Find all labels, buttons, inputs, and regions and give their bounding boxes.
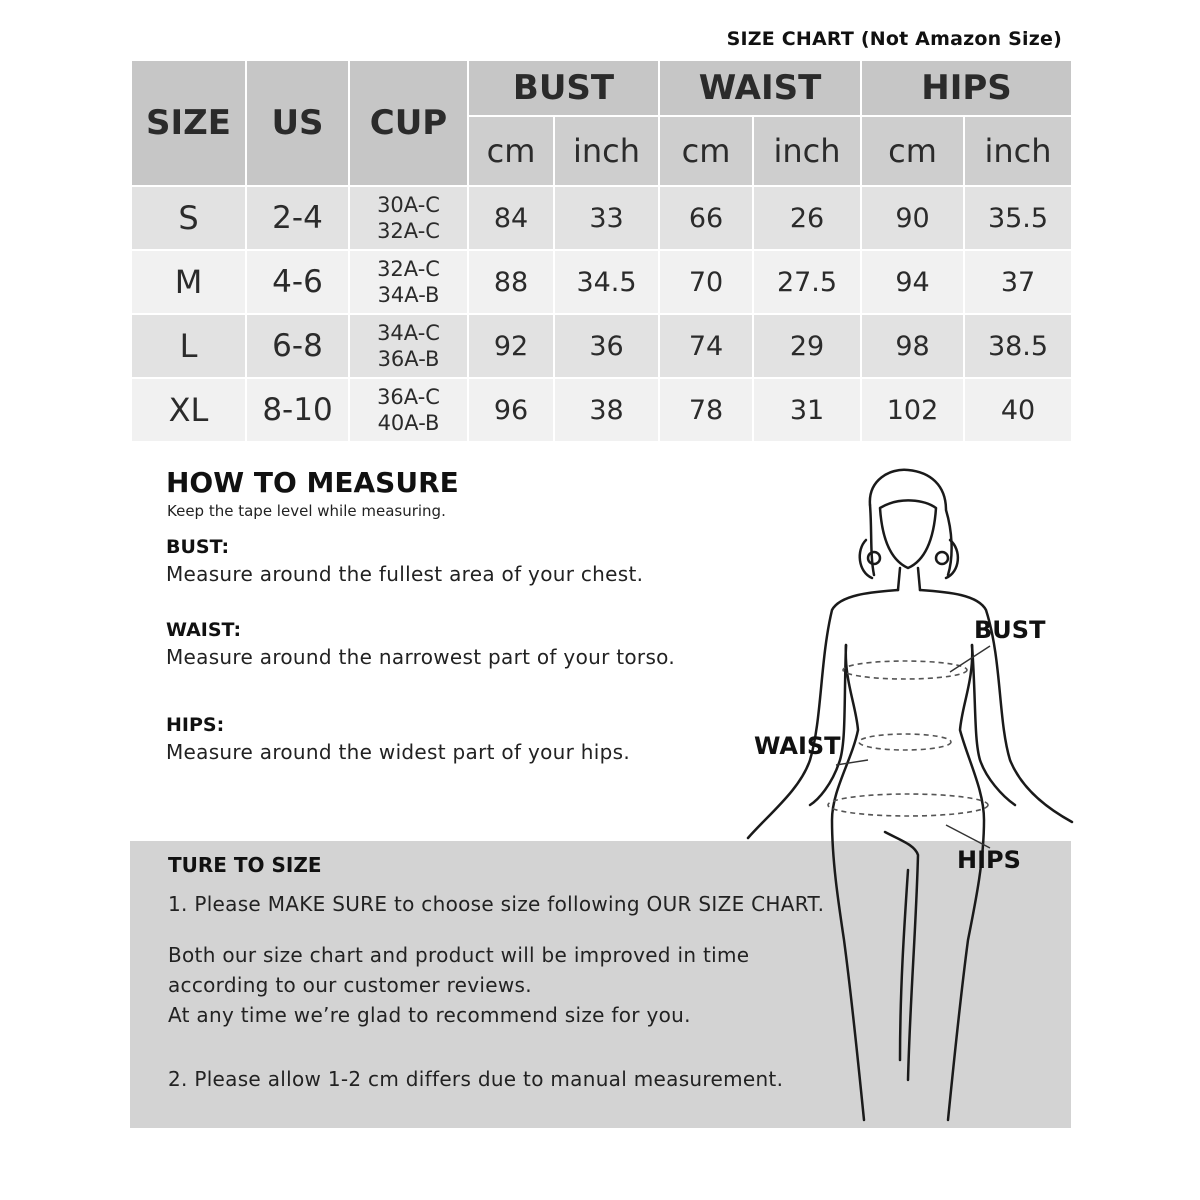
waist-instruction: Measure around the narrowest part of your torso.	[166, 645, 676, 669]
bust-pointer	[950, 646, 990, 672]
right-body-line	[948, 645, 984, 1120]
how-to-measure-title: HOW TO MEASURE	[166, 466, 459, 499]
hips-inch-cell: 40	[964, 378, 1072, 442]
us-cell: 2-4	[246, 186, 349, 250]
cup-value: 34A-C	[377, 321, 440, 345]
true-to-size-line-2: 2. Please allow 1-2 cm differs due to manual measurement.	[168, 1067, 784, 1091]
size-cell: M	[131, 250, 246, 314]
hips-instruction: Measure around the widest part of your hips.	[166, 740, 630, 764]
bust-inch-cell: 38	[554, 378, 659, 442]
waist-cm-cell: 78	[659, 378, 753, 442]
waist-inch-cell: 26	[753, 186, 861, 250]
left-arm	[748, 590, 898, 838]
hips-inch-cell: 35.5	[964, 186, 1072, 250]
header-bust: BUST	[468, 60, 659, 116]
hips-tape	[828, 794, 988, 816]
true-to-size-para-1: Both our size chart and product will be improved in time	[168, 943, 750, 967]
hips-inch-cell: 37	[964, 250, 1072, 314]
size-cell: XL	[131, 378, 246, 442]
cup-cell	[349, 250, 468, 314]
leg-inner-line	[885, 832, 918, 1080]
us-cell: 8-10	[246, 378, 349, 442]
how-to-measure-note: Keep the tape level while measuring.	[167, 502, 446, 520]
waist-inch-cell: 29	[753, 314, 861, 378]
neck-left	[898, 568, 900, 590]
hips-label: HIPS:	[166, 714, 225, 736]
true-to-size-line-1: 1. Please MAKE SURE to choose size following OUR SIZE CHART.	[168, 892, 825, 916]
header-bust-inch: inch	[554, 116, 659, 186]
bust-inch-cell: 34.5	[554, 250, 659, 314]
cup-value: 36A-B	[377, 347, 440, 371]
header-waist-cm: cm	[659, 116, 753, 186]
waist-label: WAIST:	[166, 619, 242, 641]
waist-cm-cell: 66	[659, 186, 753, 250]
cup-cell	[349, 314, 468, 378]
hips-inch-cell: 38.5	[964, 314, 1072, 378]
hips-cm-cell: 98	[861, 314, 964, 378]
true-to-size-para-3: At any time we’re glad to recommend size for you.	[168, 1003, 691, 1027]
us-cell: 6-8	[246, 314, 349, 378]
header-size: SIZE	[131, 60, 246, 186]
header-hips-cm: cm	[861, 116, 964, 186]
header-hips-inch: inch	[964, 116, 1072, 186]
left-body-line	[832, 645, 864, 1120]
bust-tape	[843, 661, 967, 679]
cup-value: 34A-B	[377, 283, 440, 307]
table-row	[131, 314, 1072, 378]
cup-value: 40A-B	[377, 411, 440, 435]
neck-right	[918, 568, 920, 590]
left-earring	[868, 552, 880, 564]
bust-cm-cell: 88	[468, 250, 554, 314]
waist-tape	[859, 734, 951, 750]
hips-cm-cell: 90	[861, 186, 964, 250]
hips-cm-cell: 102	[861, 378, 964, 442]
header-us: US	[246, 60, 349, 186]
face-outline	[880, 500, 936, 568]
header-cup: CUP	[349, 60, 468, 186]
header-waist-inch: inch	[753, 116, 861, 186]
true-to-size-para-2: according to our customer reviews.	[168, 973, 532, 997]
bust-inch-cell: 33	[554, 186, 659, 250]
body-figure-illustration	[740, 460, 1080, 1140]
size-cell: L	[131, 314, 246, 378]
bust-cm-cell: 92	[468, 314, 554, 378]
cup-value: 30A-C	[377, 193, 440, 217]
header-waist: WAIST	[659, 60, 861, 116]
header-bust-cm: cm	[468, 116, 554, 186]
waist-cm-cell: 74	[659, 314, 753, 378]
bust-cm-cell: 96	[468, 378, 554, 442]
table-row	[131, 186, 1072, 250]
us-cell: 4-6	[246, 250, 349, 314]
cup-value: 32A-C	[377, 219, 440, 243]
waist-inch-cell: 27.5	[753, 250, 861, 314]
size-table	[130, 59, 1073, 443]
table-row	[131, 378, 1072, 442]
cup-cell	[349, 186, 468, 250]
right-arm-inner	[972, 645, 1015, 805]
header-hips: HIPS	[861, 60, 1072, 116]
cup-cell	[349, 378, 468, 442]
figure-waist-label: WAIST	[754, 732, 841, 760]
leg-inner-2	[900, 870, 908, 1060]
figure-bust-label: BUST	[974, 616, 1046, 644]
figure-hips-label: HIPS	[957, 846, 1021, 874]
table-row	[131, 250, 1072, 314]
bust-label: BUST:	[166, 536, 230, 558]
bust-instruction: Measure around the fullest area of your chest.	[166, 562, 644, 586]
cup-value: 36A-C	[377, 385, 440, 409]
size-cell: S	[131, 186, 246, 250]
true-to-size-title: TURE TO SIZE	[168, 853, 322, 877]
waist-cm-cell: 70	[659, 250, 753, 314]
bust-cm-cell: 84	[468, 186, 554, 250]
bust-inch-cell: 36	[554, 314, 659, 378]
hips-cm-cell: 94	[861, 250, 964, 314]
chart-title: SIZE CHART (Not Amazon Size)	[726, 28, 1062, 50]
waist-inch-cell: 31	[753, 378, 861, 442]
right-earring	[936, 552, 948, 564]
cup-value: 32A-C	[377, 257, 440, 281]
